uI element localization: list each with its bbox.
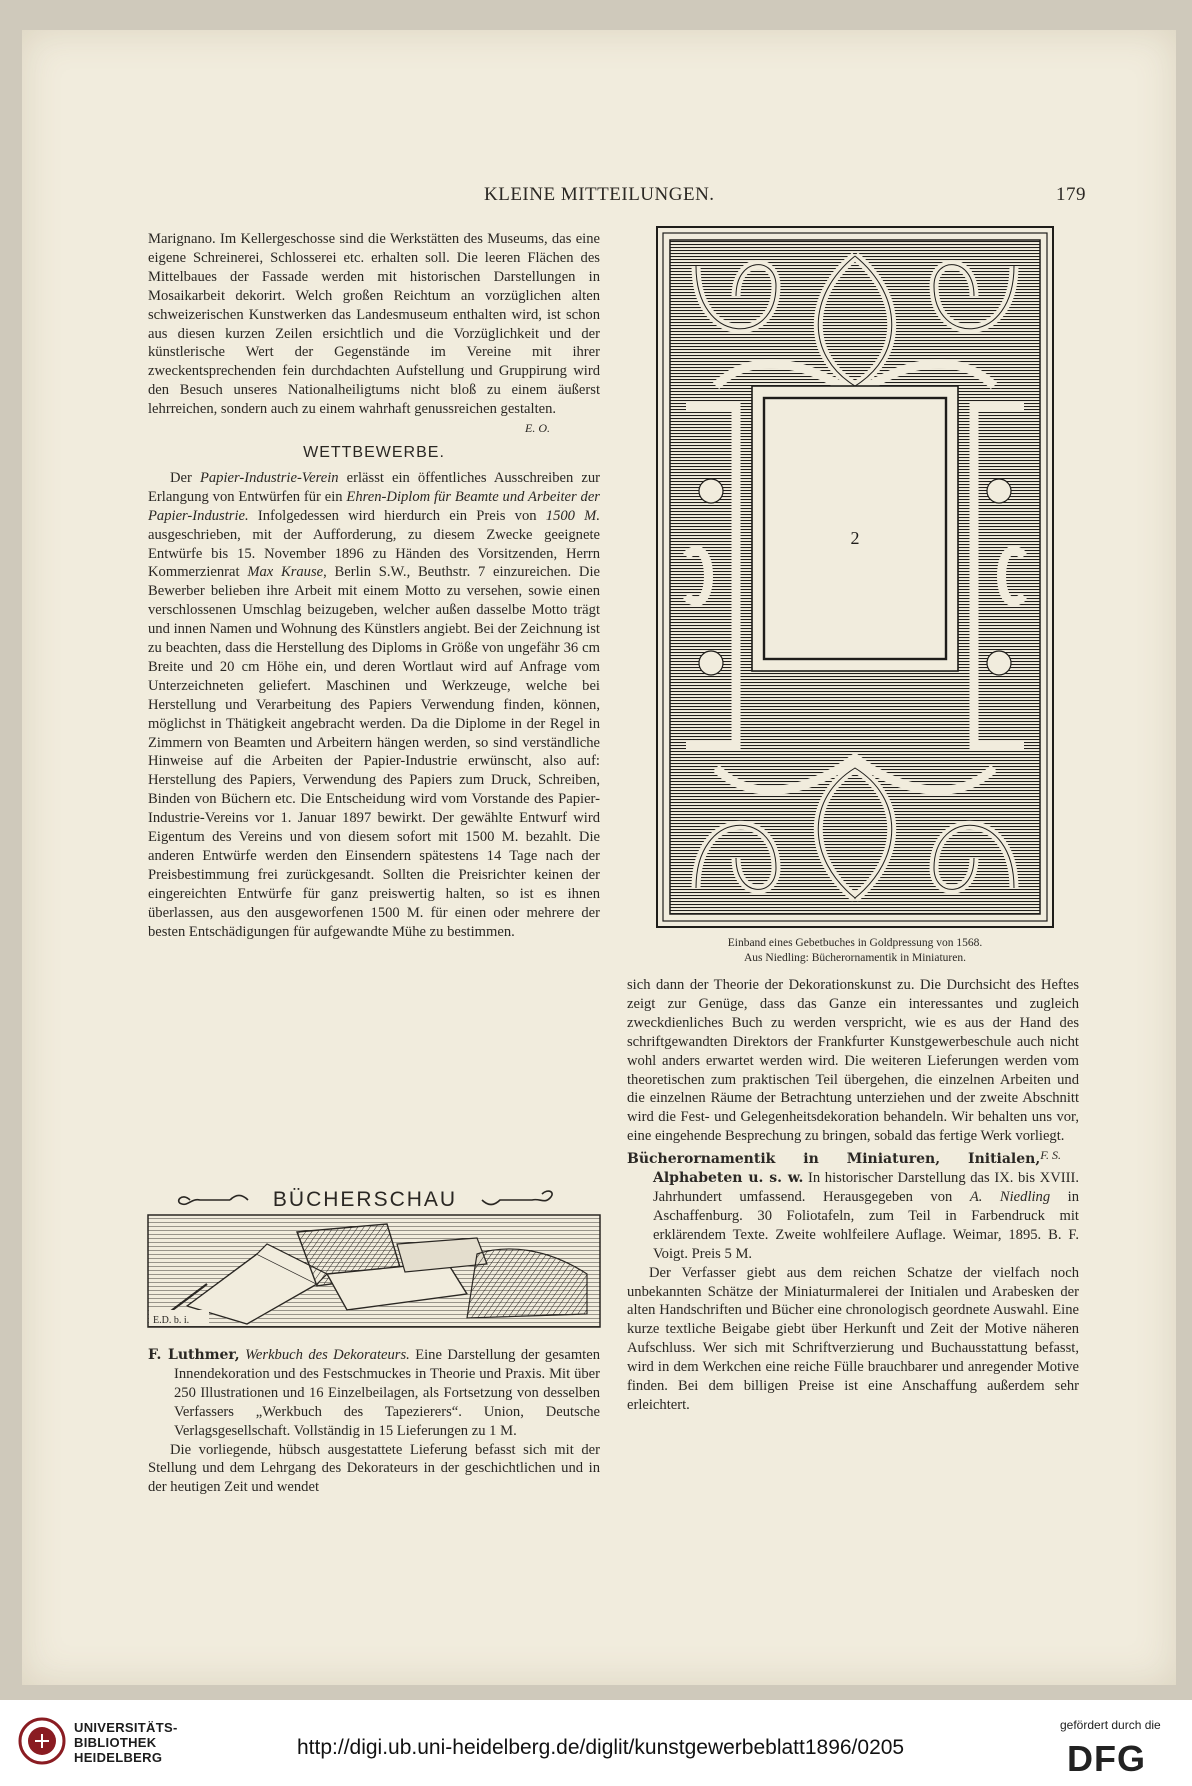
buecherschau-heading-ornament — [170, 1184, 560, 1212]
buecherschau-title: BÜCHERSCHAU — [272, 1188, 458, 1211]
figure-caption — [648, 936, 1062, 966]
university-seal-icon — [18, 1716, 66, 1766]
left-flourish — [179, 1197, 230, 1204]
bookbinding-illustration — [656, 226, 1054, 928]
funding-note: gefördert durch die — [1060, 1718, 1161, 1732]
wettbewerbe-paragraph: Der Papier-Industrie-Verein erlässt ein öffentliches Ausschreiben zur Erlangung von Entwürfen für ein Ehren-Diplom für Beamte und Arbeiter der Papier-Industrie. Infolgedessen wird hierdurch ein Preis von 1500 M. ausgeschrieben, mit der Aufforderung, zu diesem Zwecke geeignete Entwürfe bis 15. November 1896 zu Händen des Vorsitzenden, Herrn Kommerzienrat Max Krause, Berlin S.W., Beuthstr. 7 einzureichen. Die Bewerber belieben ihre Arbeit mit einem Motto zu versehen, sowie einen verschlossenen Umschlag beizugeben, welcher außen dasselbe Motto trägt und innen Namen und Wohnung des Künstlers angiebt. Bei der Zeichnung ist zu beachten, dass die Herstellung des Diploms in Größe von ungefähr 36 cm Breite und 20 cm Höhe ein, und deren Wortlaut wird auf Anfrage vom Unterzeichneten geliefert. Maschinen und Werkzeuge, welche bei Herstellung und Verarbeitung des Papiers Verwendung finden, können, möglichst in Thätigkeit angebracht werden. Da die Diplome in der Regel in Zimmern von Beamten und Arbeitern hängen werden, so sind verständliche Hinweise auf die Arbeiten der Papier-Industrie erwünscht, also auf: Herstellung des Papiers, Verwendung des Papiers zum Druck, Schreiben, Binden von Büchern etc. Die Entscheidung wird vom Vorstande des Papier-Industrie-Vereins vor 1. Januar 1897 bewirkt. Der gewählte Entwurf wird Eigentum des Vereins und von diesem sofort mit 1500 M. bezahlt. Die anderen Entwürfe werden den Einsendern spätestens 14 Tage nach der Preisbestimmung frei zurückgesandt. Sollten die Preisrichter keinen der eingereichten Entwürfe für ganz preiswertig halten, so ist es ihnen überlassen, aus den ausgeworfenen 1500 M. für einen oder mehrere der besten Entschädigungen für aufgewandte Mühe zu bestimmen. — [148, 469, 600, 940]
luthmer-review: Die vorliegende, hübsch ausgestattete Lieferung befasst sich mit der Stellung und dem Lehrgang des Dekorateurs in der geschichtlichen und in der heutigen Zeit und wendet — [148, 1441, 600, 1496]
dfg-logo: DFG — [1067, 1738, 1146, 1779]
left-column-top — [148, 230, 600, 942]
library-name: UNIVERSITÄTS- BIBLIOTHEK HEIDELBERG — [74, 1720, 178, 1765]
luthmer-review-continued: sich dann der Theorie der Dekorationskunst zu. Die Durchsicht des Heftes zeigt zur Genüge, dass das Ganze ein interessantes und zugleich zweckdienliches Buch zu werden verspricht, wie es aus der Hand des schriftgewandten Direktors der Frankfurter Kunstgewerbeschule auch nicht wohl anders erwartet werden wird. Die weiteren Lieferungen werden vom theoretischen zum praktischen Teil übergehen, die einzelnen Arbeiten und die einzelnen Räume der Betrachtung unterziehen und der zweite Abschnitt wird die Fest- und Gelegenheitsdekoration behandeln. Wir behalten uns vor, eine eingehende Besprechung zu bringen, sobald das fertige Werk vorliegt. F. S. — [627, 977, 1079, 1163]
source-url-link[interactable]: http://digi.ub.uni-heidelberg.de/diglit/kunstgewerbeblatt1896/0205 — [297, 1736, 905, 1759]
right-flourish — [482, 1191, 552, 1204]
caption-line-1: Einband eines Gebetbuches in Goldpressung von 1568. — [727, 937, 983, 949]
museum-paragraph: Marignano. Im Kellergeschosse sind die Werkstätten des Museums, das eine eigene Schreinerei, Schlosserei etc. erhalten soll. Die leeren Flächen des Mittelbaues der Fassade werden mit historischen Darstellungen in Mosaikarbeit dekorirt. Welch großen Reichtum an vorzüglichen alten schweizerischen Kunstwerken das Landesmuseum enthalten wird, ist schon aus diesen kurzen Zeilen ersichtlich und die Vorzüglichkeit und der künstlerische Wert der Gegenstände im Vereine mit ihrer zweckentsprechenden fein durchdachten Aufstellung und Gruppirung wird den Besuch unseres Nationalheiligtums nicht bloß zu einem äußerst lehrreichen, sondern auch zu einem wahrhaft genussreichen gestalten. — [148, 231, 600, 418]
caption-line-2: Aus Niedling: Bücherornamentik in Miniaturen. — [744, 952, 966, 964]
page-number: 179 — [1056, 184, 1086, 205]
section-heading-wettbewerbe: WETTBEWERBE. — [303, 443, 445, 461]
books-vignette — [147, 1214, 601, 1328]
left-flourish-curl — [230, 1196, 248, 1201]
rosette-right-top — [987, 479, 1011, 503]
luthmer-entry: F. Luthmer, Werkbuch des Dekorateurs. Eine Darstellung der gesamten Innendekoration und des Festschmuckes in Theorie und Praxis. Mit über 250 Illustrationen und 16 Einzelbeilagen, als Fortsetzung von desselben Verfassers „Werkbuch des Tapezierers“. Union, Deutsche Verlagsgesellschaft. Vollständig in 15 Lieferungen zu 1 M. — [148, 1347, 601, 1439]
left-column-bottom — [148, 1346, 600, 1497]
figure-number: 2 — [850, 528, 860, 548]
rosette-right-bottom — [987, 651, 1011, 675]
niedling-entry: Bücherornamentik in Miniaturen, Initialen, Alphabeten u. s. w. In historischer Darstellung das IX. bis XVIII. Jahrhundert umfassend. Herausgegeben von A. Niedling in Aschaffenburg. 30 Foliotafeln, zum Teil in Farbendruck mit erklärendem Texte. Zweite wohlfeilere Auflage. Weimar, 1895. B. F. Voigt. Preis 5 M. — [627, 1151, 1080, 1262]
right-column — [627, 976, 1079, 1415]
vignette-signature: E.D. b. i. — [153, 1315, 190, 1326]
rosette-left-bottom — [699, 651, 723, 675]
niedling-review: Der Verfasser giebt aus dem reichen Schatze der vielfach noch unbekannten Schätze der Miniaturmalerei der Initialen und Arabesken der alten Handschriften und Bücher eine chronologisch geordnete Auswahl. Eine kurze textliche Beigabe giebt über Herkunft und Zeit der Motive näheren Aufschluss. Wer sich mit Schriftverzierung und Buchausstattung befasst, wird in dem Werkchen eine reiche Fülle brauchbarer und anregender Motive finden. Bei dem billigen Preise ist eine Anschaffung außerdem sehr erleichtert. — [627, 1264, 1079, 1413]
signature-eo: E. O. — [525, 421, 550, 436]
running-head: KLEINE MITTEILUNGEN. — [484, 184, 715, 205]
rosette-left-top — [699, 479, 723, 503]
